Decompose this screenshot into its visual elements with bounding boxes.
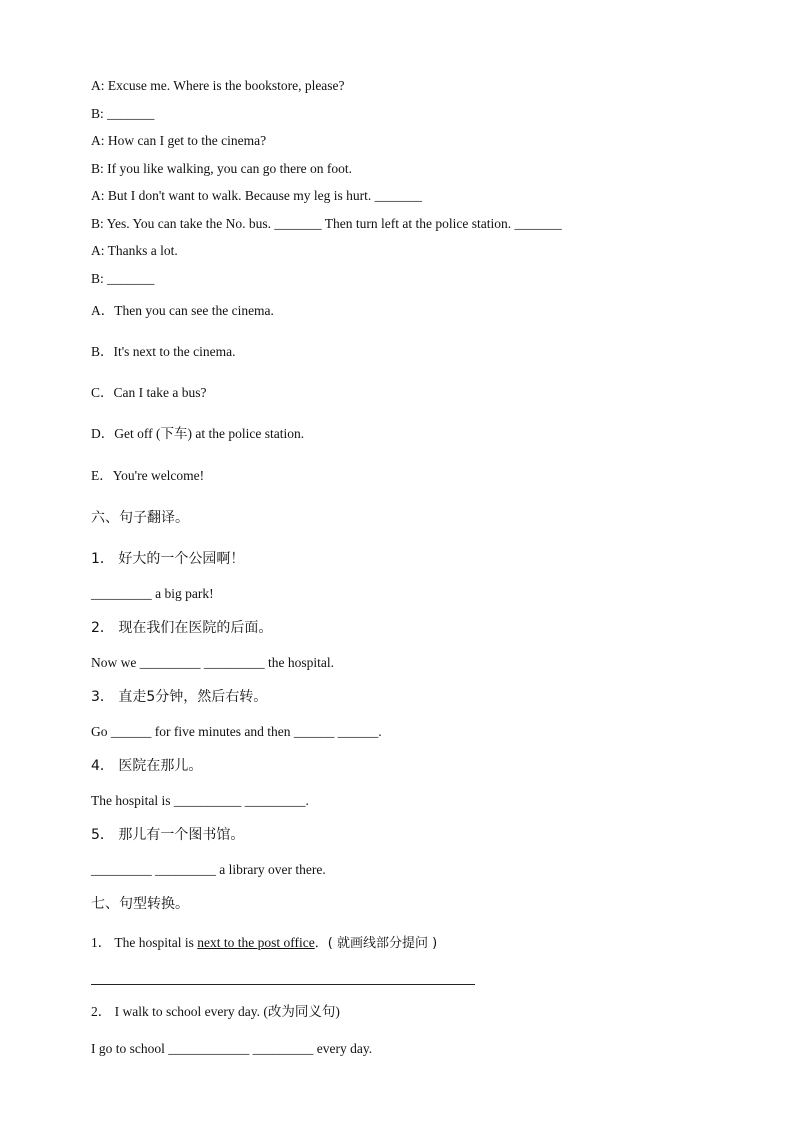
dialogue-line: A: But I don't want to walk. Because my leg is hurt. _______: [91, 188, 422, 203]
transform-question-2: [91, 1003, 340, 1021]
answer-line-transform-2: I go to school ____________ _________ every day.: [91, 1041, 373, 1056]
dialogue-line: B: _______: [91, 271, 155, 286]
question-text: The hospital is: [114, 935, 194, 950]
dialogue-line: B: Yes. You can take the No. bus. _______ Then turn left at the police station. _______: [91, 216, 562, 231]
answer-line-5: _________ _________ a library over there.: [91, 862, 326, 877]
option-c: C．Can I take a bus?: [91, 385, 207, 400]
question-3: 3． 直走5分钟，然后右转。: [91, 689, 268, 705]
dialogue-line: A: How can I get to the cinema?: [91, 133, 267, 148]
section-7-title: 七、句型转换。: [91, 896, 189, 912]
question-number: 2．: [91, 1004, 112, 1019]
dialogue-line: B: _______: [91, 106, 155, 121]
question-4: 4． 医院在那儿。: [91, 758, 203, 774]
dialogue-line: B: If you like walking, you can go there on foot.: [91, 161, 352, 176]
question-5: 5． 那儿有一个图书馆。: [91, 827, 245, 843]
dialogue-line: A: Thanks a lot.: [91, 243, 178, 258]
question-number: 1．: [91, 935, 112, 950]
option-a: A．Then you can see the cinema.: [91, 303, 274, 318]
answer-line-1: _________ a big park!: [91, 586, 214, 601]
answer-blank-line: [91, 984, 475, 985]
transform-question-1: [91, 934, 437, 953]
instruction-text: ．( 就画线部分提问 ): [314, 936, 438, 951]
answer-line-2: Now we _________ _________ the hospital.: [91, 655, 334, 670]
option-b: B．It's next to the cinema.: [91, 344, 236, 359]
option-e: E．You're welcome!: [91, 468, 205, 483]
section-6-title: 六、句子翻译。: [91, 510, 189, 526]
question-2: 2． 现在我们在医院的后面。: [91, 620, 273, 636]
answer-line-3: Go ______ for five minutes and then ______ ______.: [91, 724, 382, 739]
question-text: I walk to school every day. (改为同义句): [114, 1004, 340, 1019]
underlined-phrase: next to the post office: [197, 935, 315, 950]
question-1: 1． 好大的一个公园啊！: [91, 551, 245, 567]
dialogue-line: A: Excuse me. Where is the bookstore, please?: [91, 78, 345, 93]
option-d: D．Get off (下车) at the police station.: [91, 426, 305, 441]
answer-line-4: The hospital is __________ _________.: [91, 793, 309, 808]
